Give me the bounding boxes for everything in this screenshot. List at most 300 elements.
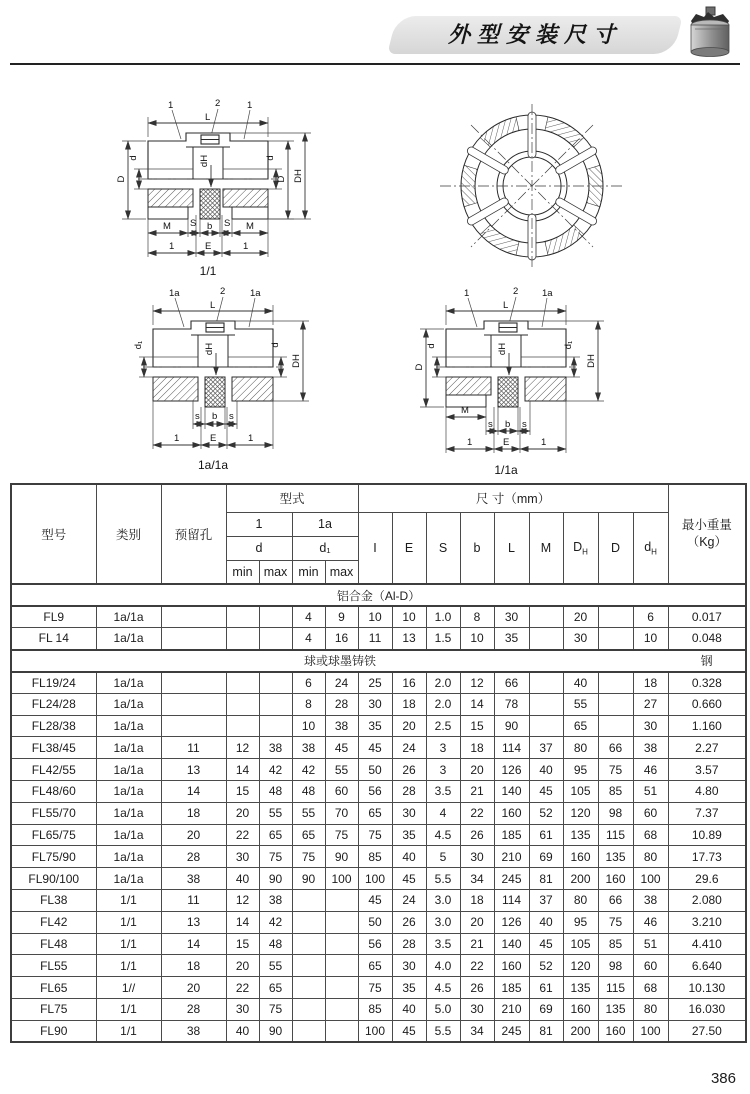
value-cell: 75: [325, 824, 358, 846]
value-cell: 30: [563, 628, 598, 650]
value-cell: 210: [494, 846, 529, 868]
value-cell: 18: [161, 955, 226, 977]
callout-label: 1: [247, 100, 253, 111]
value-cell: 66: [494, 672, 529, 694]
value-cell: 10.130: [668, 977, 746, 999]
value-cell: 20: [392, 715, 426, 737]
weight-label-line2: （Kg）: [686, 535, 727, 549]
table-row: [11, 955, 746, 977]
value-cell: [226, 715, 259, 737]
value-cell: 40: [563, 672, 598, 694]
dim-label-b: b: [212, 411, 218, 422]
col-header-category: 类别: [96, 484, 161, 584]
material-section-right-label: 钢: [668, 650, 746, 672]
figure-front-view: [425, 98, 640, 278]
figure-caption: 1a/1a: [197, 458, 229, 472]
value-cell: 55: [259, 955, 292, 977]
value-cell: 1/1: [96, 933, 161, 955]
col-header-type-1: 1: [226, 512, 292, 536]
value-cell: 160: [563, 999, 598, 1021]
value-cell: 13: [161, 759, 226, 781]
model-cell: FL90/100: [11, 868, 96, 890]
col-header-DH: $D_H$: [563, 512, 598, 584]
value-cell: [259, 606, 292, 628]
value-cell: 75: [259, 999, 292, 1021]
value-cell: 6.640: [668, 955, 746, 977]
value-cell: 0.660: [668, 693, 746, 715]
value-cell: 3.57: [668, 759, 746, 781]
value-cell: 37: [529, 890, 563, 912]
dim-label-1: 1: [248, 433, 254, 444]
value-cell: 40: [226, 868, 259, 890]
col-header-model: 型号: [11, 484, 96, 584]
value-cell: 160: [598, 1020, 633, 1042]
value-cell: 30: [460, 846, 494, 868]
value-cell: 1/1: [96, 911, 161, 933]
col-header-d1: d₁: [292, 536, 358, 560]
value-cell: 126: [494, 759, 529, 781]
value-cell: 30: [460, 999, 494, 1021]
weight-label-line1: 最小重量: [681, 518, 732, 533]
dim-label-L: L: [503, 300, 509, 311]
header-divider: [10, 63, 740, 65]
value-cell: [259, 672, 292, 694]
value-cell: 90: [325, 846, 358, 868]
value-cell: 14: [460, 693, 494, 715]
col-header-type-group: 型式: [226, 484, 358, 512]
value-cell: 1/1: [96, 890, 161, 912]
page-title: 外型安装尺寸: [447, 22, 622, 47]
value-cell: 1a/1a: [96, 868, 161, 890]
col-header-S: S: [426, 512, 460, 584]
dim-label-M: M: [246, 221, 254, 232]
dim-label-S: S: [224, 218, 231, 229]
value-cell: 0.017: [668, 606, 746, 628]
value-cell: 1//: [96, 977, 161, 999]
value-cell: 185: [494, 824, 529, 846]
value-cell: 45: [529, 933, 563, 955]
value-cell: 21: [460, 781, 494, 803]
value-cell: 8: [292, 693, 325, 715]
value-cell: 200: [563, 1020, 598, 1042]
value-cell: 200: [563, 868, 598, 890]
value-cell: 80: [563, 890, 598, 912]
value-cell: 22: [460, 955, 494, 977]
model-cell: FL55/70: [11, 802, 96, 824]
value-cell: [325, 911, 358, 933]
value-cell: 35: [358, 715, 392, 737]
value-cell: 80: [563, 737, 598, 759]
col-header-max: max: [259, 560, 292, 584]
value-cell: 60: [633, 802, 668, 824]
value-cell: 105: [563, 933, 598, 955]
spec-table: [10, 483, 747, 1043]
value-cell: 45: [392, 868, 426, 890]
value-cell: 1/1: [96, 999, 161, 1021]
value-cell: 245: [494, 1020, 529, 1042]
value-cell: 40: [529, 759, 563, 781]
value-cell: 18: [460, 737, 494, 759]
value-cell: 185: [494, 977, 529, 999]
dim-label-E: E: [205, 241, 212, 252]
value-cell: 13: [161, 911, 226, 933]
dim-label-1: 1: [467, 437, 473, 448]
value-cell: [598, 628, 633, 650]
value-cell: 15: [226, 781, 259, 803]
value-cell: [292, 977, 325, 999]
value-cell: 69: [529, 846, 563, 868]
value-cell: 4: [292, 606, 325, 628]
dim-label-dH: dH: [199, 154, 210, 168]
value-cell: 95: [563, 759, 598, 781]
value-cell: 15: [226, 933, 259, 955]
figure-section-1-1a: [398, 283, 658, 483]
material-section-row: [11, 584, 746, 606]
value-cell: 51: [633, 933, 668, 955]
value-cell: 52: [529, 802, 563, 824]
value-cell: 1a/1a: [96, 606, 161, 628]
value-cell: 30: [392, 955, 426, 977]
dim-label-d1: d₁: [133, 340, 144, 350]
value-cell: [325, 977, 358, 999]
value-cell: 25: [358, 672, 392, 694]
value-cell: 105: [563, 781, 598, 803]
value-cell: 45: [358, 737, 392, 759]
value-cell: 3.210: [668, 911, 746, 933]
value-cell: [161, 715, 226, 737]
table-body: [11, 584, 746, 1042]
value-cell: 56: [358, 933, 392, 955]
value-cell: 10.89: [668, 824, 746, 846]
value-cell: 66: [598, 890, 633, 912]
table-row: [11, 802, 746, 824]
dim-label-DH: DH: [586, 354, 597, 368]
dim-label-L: L: [210, 300, 216, 311]
dim-label-M: M: [461, 405, 469, 416]
value-cell: 13: [392, 628, 426, 650]
col-header-min: min: [292, 560, 325, 584]
value-cell: 135: [563, 977, 598, 999]
value-cell: [161, 672, 226, 694]
value-cell: 38: [161, 1020, 226, 1042]
model-cell: FL9: [11, 606, 96, 628]
value-cell: [259, 715, 292, 737]
value-cell: 4.80: [668, 781, 746, 803]
value-cell: 100: [358, 1020, 392, 1042]
value-cell: 10: [460, 628, 494, 650]
value-cell: 90: [494, 715, 529, 737]
value-cell: 90: [259, 1020, 292, 1042]
value-cell: 68: [633, 824, 668, 846]
value-cell: 85: [358, 999, 392, 1021]
value-cell: 3.0: [426, 890, 460, 912]
value-cell: 20: [563, 606, 598, 628]
value-cell: 24: [392, 737, 426, 759]
value-cell: 28: [161, 846, 226, 868]
value-cell: 20: [226, 955, 259, 977]
value-cell: 14: [226, 759, 259, 781]
value-cell: 75: [598, 759, 633, 781]
value-cell: 90: [259, 868, 292, 890]
model-cell: FL75: [11, 999, 96, 1021]
value-cell: 4.5: [426, 824, 460, 846]
value-cell: 14: [161, 933, 226, 955]
value-cell: 10: [292, 715, 325, 737]
value-cell: 18: [460, 890, 494, 912]
value-cell: 75: [358, 824, 392, 846]
col-header-D: D: [598, 512, 633, 584]
value-cell: 1.5: [426, 628, 460, 650]
value-cell: 6: [633, 606, 668, 628]
value-cell: 20: [161, 824, 226, 846]
dim-label-DH: DH: [293, 169, 304, 183]
value-cell: 35: [392, 977, 426, 999]
value-cell: [598, 693, 633, 715]
material-section-row: [11, 650, 746, 672]
model-cell: FL75/90: [11, 846, 96, 868]
value-cell: 20: [226, 802, 259, 824]
value-cell: 140: [494, 933, 529, 955]
dim-label-d1: d₁: [563, 340, 574, 350]
value-cell: 75: [292, 846, 325, 868]
value-cell: 12: [226, 737, 259, 759]
value-cell: 75: [259, 846, 292, 868]
callout-label: 1a: [169, 288, 180, 299]
value-cell: 2.080: [668, 890, 746, 912]
value-cell: [529, 606, 563, 628]
value-cell: 27.50: [668, 1020, 746, 1042]
value-cell: 55: [292, 802, 325, 824]
value-cell: 1a/1a: [96, 693, 161, 715]
value-cell: 12: [226, 890, 259, 912]
value-cell: 1a/1a: [96, 628, 161, 650]
value-cell: 26: [460, 977, 494, 999]
value-cell: 3.5: [426, 781, 460, 803]
value-cell: 4: [292, 628, 325, 650]
value-cell: 14: [161, 781, 226, 803]
dim-label-d: d: [426, 343, 437, 349]
dim-label-D: D: [414, 363, 425, 371]
value-cell: 45: [529, 781, 563, 803]
value-cell: 42: [292, 759, 325, 781]
value-cell: 140: [494, 781, 529, 803]
value-cell: 51: [633, 781, 668, 803]
value-cell: 40: [529, 911, 563, 933]
value-cell: 30: [494, 606, 529, 628]
col-header-weight: [668, 484, 746, 584]
value-cell: 160: [563, 846, 598, 868]
value-cell: 65: [358, 802, 392, 824]
value-cell: 18: [633, 672, 668, 694]
value-cell: 135: [563, 824, 598, 846]
value-cell: 50: [358, 759, 392, 781]
dim-label-dH: dH: [497, 342, 508, 356]
value-cell: 30: [633, 715, 668, 737]
col-header-E: E: [392, 512, 426, 584]
value-cell: 114: [494, 890, 529, 912]
value-cell: 5.5: [426, 1020, 460, 1042]
value-cell: 160: [494, 802, 529, 824]
callout-label: 2: [215, 98, 221, 109]
table-row: [11, 1020, 746, 1042]
value-cell: 65: [259, 977, 292, 999]
value-cell: 18: [392, 693, 426, 715]
value-cell: 135: [598, 846, 633, 868]
value-cell: 126: [494, 911, 529, 933]
value-cell: 60: [325, 781, 358, 803]
value-cell: [529, 672, 563, 694]
value-cell: 38: [161, 868, 226, 890]
value-cell: 100: [633, 868, 668, 890]
model-cell: FL 14: [11, 628, 96, 650]
dim-label-L: L: [205, 112, 211, 123]
table-row: [11, 977, 746, 999]
value-cell: 120: [563, 955, 598, 977]
value-cell: 29.6: [668, 868, 746, 890]
value-cell: 100: [325, 868, 358, 890]
value-cell: 50: [358, 911, 392, 933]
value-cell: 30: [392, 802, 426, 824]
value-cell: 37: [529, 737, 563, 759]
value-cell: 210: [494, 999, 529, 1021]
table-row: [11, 628, 746, 650]
value-cell: 45: [325, 737, 358, 759]
dim-label-1: 1: [243, 241, 249, 252]
dim-label-1: 1: [169, 241, 175, 252]
value-cell: [529, 715, 563, 737]
value-cell: 35: [392, 824, 426, 846]
value-cell: 0.048: [668, 628, 746, 650]
dim-label-d: d: [128, 155, 139, 161]
value-cell: 4: [426, 802, 460, 824]
value-cell: 56: [358, 781, 392, 803]
callout-label: 1a: [542, 288, 553, 299]
value-cell: 35: [494, 628, 529, 650]
model-cell: FL42: [11, 911, 96, 933]
table-row: [11, 693, 746, 715]
value-cell: 100: [358, 868, 392, 890]
value-cell: 81: [529, 1020, 563, 1042]
value-cell: [325, 933, 358, 955]
value-cell: 11: [161, 737, 226, 759]
dim-label-s: s: [488, 419, 493, 430]
value-cell: 46: [633, 759, 668, 781]
col-header-b: b: [460, 512, 494, 584]
value-cell: [598, 606, 633, 628]
model-cell: FL28/38: [11, 715, 96, 737]
value-cell: 42: [259, 911, 292, 933]
value-cell: 1.160: [668, 715, 746, 737]
value-cell: 16.030: [668, 999, 746, 1021]
value-cell: [292, 1020, 325, 1042]
value-cell: 30: [226, 846, 259, 868]
value-cell: 135: [598, 999, 633, 1021]
value-cell: 46: [633, 911, 668, 933]
value-cell: [292, 955, 325, 977]
dim-label-S: S: [190, 218, 197, 229]
dim-label-D: D: [116, 175, 127, 183]
model-cell: FL90: [11, 1020, 96, 1042]
value-cell: [598, 672, 633, 694]
col-header-reserved-hole: 预留孔: [161, 484, 226, 584]
value-cell: 18: [161, 802, 226, 824]
value-cell: [226, 693, 259, 715]
value-cell: 3.5: [426, 933, 460, 955]
figure-section-1a-1a: [105, 283, 355, 478]
table-row: [11, 933, 746, 955]
value-cell: 98: [598, 955, 633, 977]
value-cell: 85: [358, 846, 392, 868]
value-cell: 78: [494, 693, 529, 715]
value-cell: 160: [494, 955, 529, 977]
value-cell: 95: [563, 911, 598, 933]
model-cell: FL24/28: [11, 693, 96, 715]
value-cell: 20: [460, 911, 494, 933]
value-cell: 75: [358, 977, 392, 999]
value-cell: 115: [598, 824, 633, 846]
dim-label-s: s: [522, 419, 527, 430]
table-row: [11, 868, 746, 890]
value-cell: 70: [325, 802, 358, 824]
model-cell: FL19/24: [11, 672, 96, 694]
value-cell: 30: [226, 999, 259, 1021]
value-cell: [529, 628, 563, 650]
value-cell: [226, 672, 259, 694]
col-header-type-1a: 1a: [292, 512, 358, 536]
title-banner: [387, 16, 682, 54]
value-cell: 22: [226, 977, 259, 999]
value-cell: 55: [325, 759, 358, 781]
dim-label-s: s: [195, 411, 200, 422]
value-cell: 12: [460, 672, 494, 694]
table-row: [11, 606, 746, 628]
value-cell: 24: [325, 672, 358, 694]
value-cell: 16: [392, 672, 426, 694]
callout-label: 1: [168, 100, 174, 111]
value-cell: [292, 999, 325, 1021]
value-cell: [529, 693, 563, 715]
value-cell: 40: [226, 1020, 259, 1042]
value-cell: 38: [292, 737, 325, 759]
value-cell: 17.73: [668, 846, 746, 868]
dim-label-d: d: [265, 155, 276, 161]
value-cell: 38: [325, 715, 358, 737]
value-cell: 55: [563, 693, 598, 715]
table-row: [11, 824, 746, 846]
value-cell: 34: [460, 868, 494, 890]
value-cell: [325, 999, 358, 1021]
col-header-dH: $d_H$: [633, 512, 668, 584]
value-cell: 6: [292, 672, 325, 694]
value-cell: 40: [392, 999, 426, 1021]
value-cell: 28: [392, 781, 426, 803]
value-cell: 14: [226, 911, 259, 933]
value-cell: 2.5: [426, 715, 460, 737]
value-cell: 40: [392, 846, 426, 868]
col-header-M: M: [529, 512, 563, 584]
model-cell: FL48/60: [11, 781, 96, 803]
table-row: [11, 890, 746, 912]
model-cell: FL48: [11, 933, 96, 955]
value-cell: 15: [460, 715, 494, 737]
value-cell: 21: [460, 933, 494, 955]
value-cell: 1a/1a: [96, 802, 161, 824]
value-cell: 80: [633, 846, 668, 868]
value-cell: 27: [633, 693, 668, 715]
value-cell: 26: [460, 824, 494, 846]
value-cell: [292, 890, 325, 912]
value-cell: 7.37: [668, 802, 746, 824]
